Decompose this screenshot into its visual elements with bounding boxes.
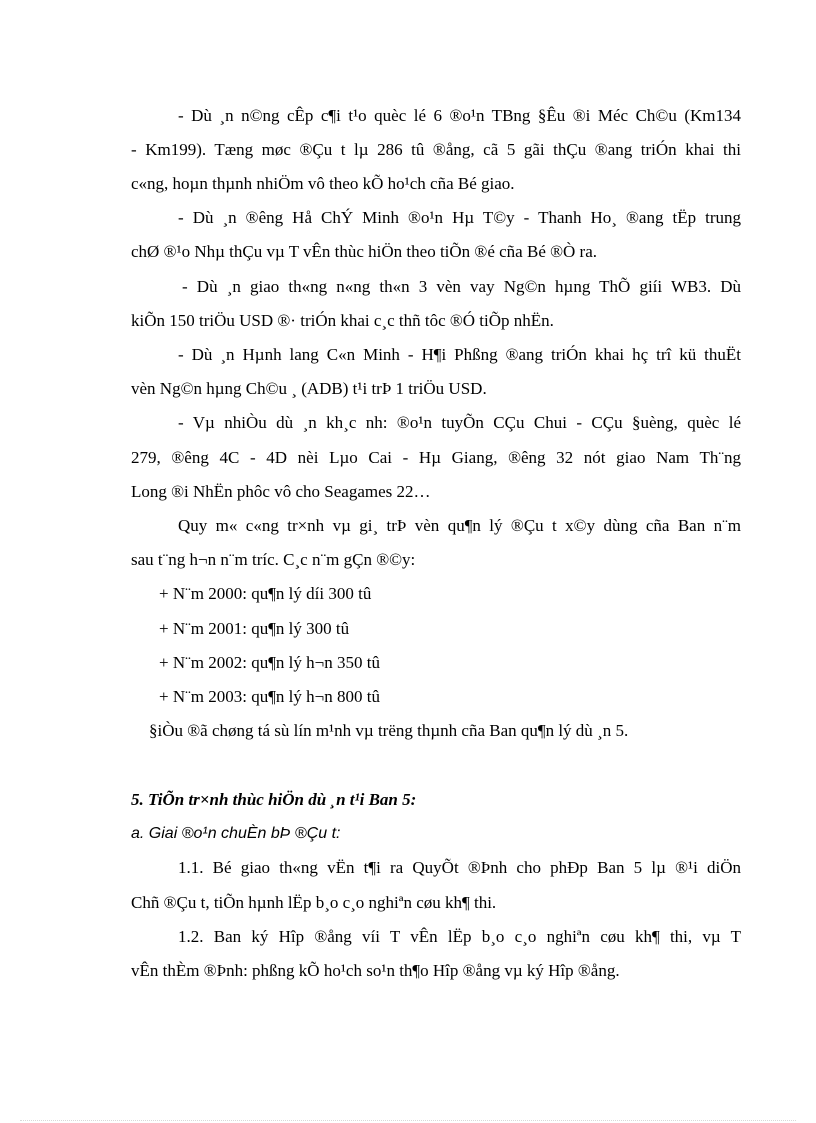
paragraph-line: 1.2. Ban ký Hîp ®ång víi T vÊn lËp b¸o c¸o nghiªn cøu kh¶ thi, vµ T <box>178 927 741 946</box>
year-list-item: + N¨m 2003: qu¶n lý h¬n 800 tû <box>159 687 380 706</box>
paragraph-line: 279, ®êng 4C - 4D nèi Lµo Cai - Hµ Giang, ®êng 32 nót giao Nam Th¨ng <box>131 448 741 467</box>
paragraph-line: - Dù ¸n Hµnh lang C«n Minh - H¶i Phßng ®ang triÓn khai hç trî kü thuËt <box>178 345 741 364</box>
conclusion-text: §iÒu ®ã chøng tá sù lín m¹nh vµ trëng thµnh cña Ban qu¶n lý dù ¸n 5. <box>149 721 629 740</box>
paragraph-line: Quy m« c«ng tr×nh vµ gi¸ trÞ vèn qu¶n lý ®Çu t x©y dùng cña Ban n¨m <box>178 516 741 535</box>
year-list-item: + N¨m 2002: qu¶n lý h¬n 350 tû <box>159 653 380 672</box>
sub-heading: a. Giai ®o¹n chuÈn bÞ ®Çu t: <box>131 825 341 842</box>
year-list-item: + N¨m 2000: qu¶n lý díi 300 tû <box>159 584 372 603</box>
paragraph-line: - Dù ¸n n©ng cÊp c¶i t¹o quèc lé 6 ®o¹n TBng §Êu ®i Méc Ch©u (Km134 <box>178 106 741 125</box>
paragraph-line: kiÕn 150 triÖu USD ®· triÓn khai c¸c thñ tôc ®Ó tiÕp nhËn. <box>131 311 554 330</box>
paragraph-line: - Vµ nhiÒu dù ¸n kh¸c nh: ®o¹n tuyÕn CÇu Chui - CÇu §uèng, quèc lé <box>178 413 741 432</box>
paragraph-line: Chñ ®Çu t, tiÕn hµnh lËp b¸o c¸o nghiªn cøu kh¶ thi. <box>131 893 497 912</box>
paragraph-line: chØ ®¹o Nhµ thÇu vµ T vÊn thùc hiÖn theo tiÕn ®é cña Bé ®Ò ra. <box>131 242 598 261</box>
year-list-item: + N¨m 2001: qu¶n lý 300 tû <box>159 619 350 638</box>
paragraph-line: vÊn thÈm ®Þnh: phßng kÕ ho¹ch so¹n th¶o Hîp ®ång vµ ký Hîp ®ång. <box>131 961 620 980</box>
paragraph-line: - Dù ¸n ®êng Hå ChÝ Minh ®o¹n Hµ T©y - Thanh Ho¸ ®ang tËp trung <box>178 208 741 227</box>
paragraph-line: c«ng, hoµn thµnh nhiÖm vô theo kÕ ho¹ch cña Bé giao. <box>131 174 515 193</box>
paragraph-line: Long ®i NhËn phôc vô cho Seagames 22… <box>131 482 431 501</box>
page-bottom-divider <box>20 1120 796 1121</box>
paragraph-line: sau t¨ng h¬n n¨m tríc. C¸c n¨m gÇn ®©y: <box>131 550 416 569</box>
paragraph-line: vèn Ng©n hµng Ch©u ¸ (ADB) t¹i trÞ 1 triÖu USD. <box>131 379 487 398</box>
section-heading: 5. TiÕn tr×nh thùc hiÖn dù ¸n t¹i Ban 5: <box>131 790 417 809</box>
paragraph-line: - Dù ¸n giao th«ng n«ng th«n 3 vèn vay Ng©n hµng ThÕ giíi WB3. Dù <box>182 277 741 296</box>
paragraph-line: - Km199). Tæng møc ®Çu t lµ 286 tû ®ång, cã 5 gãi thÇu ®ang triÓn khai thi <box>131 140 741 159</box>
paragraph-line: 1.1. Bé giao th«ng vËn t¶i ra QuyÕt ®Þnh cho phÐp Ban 5 lµ ®¹i diÖn <box>178 858 741 877</box>
